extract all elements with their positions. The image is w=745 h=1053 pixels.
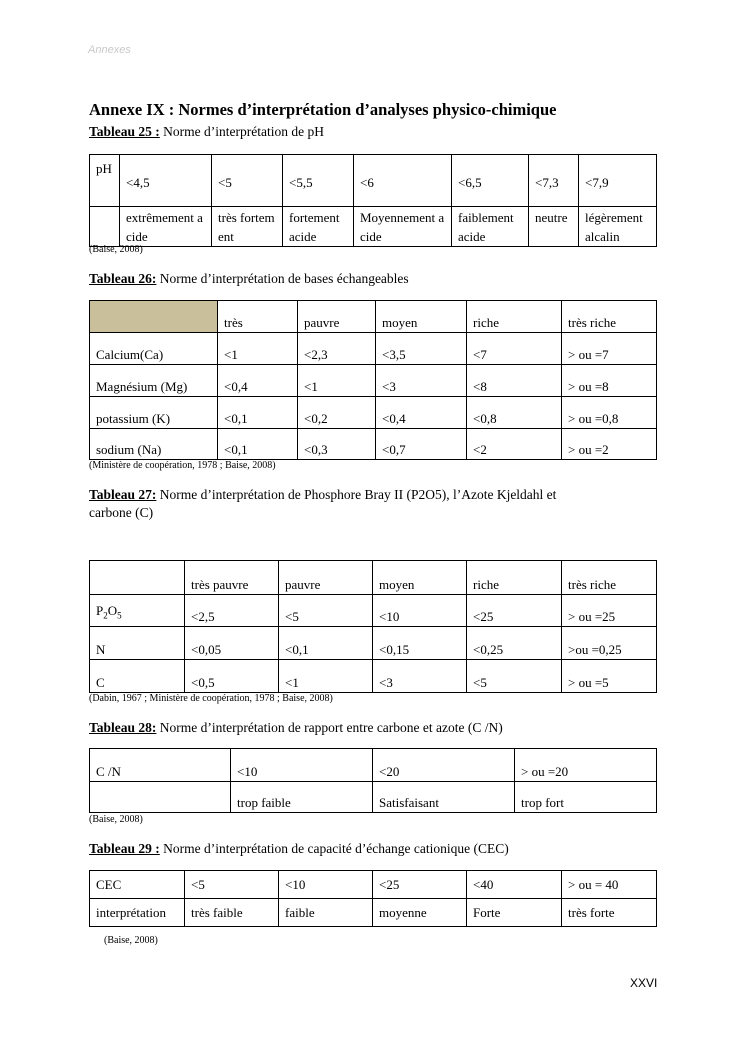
table-28-cn xyxy=(89,748,657,813)
table-26-label: Tableau 26: xyxy=(89,271,157,286)
table-row xyxy=(90,749,657,782)
table-cell: interprétation xyxy=(90,899,185,927)
table-28-label: Tableau 28: xyxy=(89,720,157,735)
table-cell: potassium (K) xyxy=(90,397,218,429)
table-cell: <0,4 xyxy=(376,397,467,429)
table-cell: Moyennement acide xyxy=(354,207,452,247)
table-cell: <5 xyxy=(467,660,562,693)
table-row xyxy=(90,365,657,397)
table-cell: <8 xyxy=(467,365,562,397)
formula-p: P xyxy=(96,603,104,619)
table-26-bases xyxy=(89,300,657,460)
table-cell: faiblement acide xyxy=(452,207,529,247)
table-cell: <0,8 xyxy=(467,397,562,429)
table-cell: > ou = 40 xyxy=(562,871,657,899)
table-29-label: Tableau 29 : xyxy=(89,841,160,856)
table-cell: Calcium(Ca) xyxy=(90,333,218,365)
table-27-caption-line2: carbone (C) xyxy=(89,505,154,520)
table-cell: C /N xyxy=(90,749,231,782)
running-header: Annexes xyxy=(88,44,131,56)
table-cell: <20 xyxy=(373,749,515,782)
table-28-caption xyxy=(89,720,503,736)
table-cell: <1 xyxy=(298,365,376,397)
table-cell: <10 xyxy=(231,749,373,782)
table-27-source: (Dabin, 1967 ; Ministère de coopération, 1978 ; Baise, 2008) xyxy=(89,693,333,704)
table-26-source: (Ministère de coopération, 1978 ; Baise, 2008) xyxy=(89,460,276,471)
table-header-cell: riche xyxy=(467,561,562,595)
table-cell: <2 xyxy=(467,429,562,460)
table-cell: <5,5 xyxy=(283,155,354,207)
table-29-caption-text: Norme d’interprétation de capacité d’échange cationique (CEC) xyxy=(159,841,509,856)
table-cell: Satisfaisant xyxy=(373,782,515,813)
table-cell xyxy=(90,782,231,813)
table-29-cec xyxy=(89,870,657,927)
table-cell: <5 xyxy=(185,871,279,899)
table-cell: pH xyxy=(90,155,120,207)
table-cell: > ou =0,8 xyxy=(562,397,657,429)
table-cell: <0,1 xyxy=(218,429,298,460)
table-25-ph xyxy=(89,154,657,247)
table-27-caption xyxy=(89,487,556,503)
formula-o: O xyxy=(107,603,118,619)
table-25-label: Tableau 25 : xyxy=(89,124,160,139)
table-cell: <2,3 xyxy=(298,333,376,365)
table-header-cell: très riche xyxy=(562,561,657,595)
table-29-caption xyxy=(89,841,509,857)
table-cell: trop fort xyxy=(515,782,657,813)
table-cell: > ou =20 xyxy=(515,749,657,782)
table-cell: <3,5 xyxy=(376,333,467,365)
table-cell: Forte xyxy=(467,899,562,927)
page-number: XXVI xyxy=(630,976,658,990)
table-cell: extrêmement acide xyxy=(120,207,212,247)
table-row xyxy=(90,899,657,927)
table-28-source: (Baise, 2008) xyxy=(89,814,143,825)
table-cell: <6 xyxy=(354,155,452,207)
table-header-cell: moyen xyxy=(376,301,467,333)
table-row xyxy=(90,429,657,460)
table-cell: <0,15 xyxy=(373,627,467,660)
table-row xyxy=(90,627,657,660)
annex-title: Annexe IX : Normes d’interprétation d’analyses physico-chimique xyxy=(89,100,557,119)
table-cell: <3 xyxy=(373,660,467,693)
table-header-cell: très xyxy=(218,301,298,333)
table-cell: N xyxy=(90,627,185,660)
table-cell: <0,5 xyxy=(185,660,279,693)
table-26-caption-text: Norme d’interprétation de bases échangeables xyxy=(156,271,409,286)
table-row xyxy=(90,333,657,365)
table-cell: <25 xyxy=(467,595,562,627)
table-header-cell xyxy=(90,301,218,333)
table-cell: <0,3 xyxy=(298,429,376,460)
table-25-caption xyxy=(89,124,324,140)
table-cell: <0,4 xyxy=(218,365,298,397)
table-27-label: Tableau 27: xyxy=(89,487,157,502)
table-header-cell: pauvre xyxy=(279,561,373,595)
table-cell: > ou =8 xyxy=(562,365,657,397)
table-row xyxy=(90,782,657,813)
table-cell: <5 xyxy=(212,155,283,207)
table-cell: <7,3 xyxy=(529,155,579,207)
table-row xyxy=(90,871,657,899)
table-cell: <10 xyxy=(373,595,467,627)
table-cell: <0,7 xyxy=(376,429,467,460)
table-cell-p2o5 xyxy=(90,595,185,627)
table-cell: > ou =2 xyxy=(562,429,657,460)
table-cell: >ou =0,25 xyxy=(562,627,657,660)
table-cell: neutre xyxy=(529,207,579,247)
table-header-cell xyxy=(90,561,185,595)
table-cell: > ou =25 xyxy=(562,595,657,627)
table-cell: sodium (Na) xyxy=(90,429,218,460)
table-row xyxy=(90,660,657,693)
table-27-p-n-c xyxy=(89,560,657,693)
table-header-cell: pauvre xyxy=(298,301,376,333)
table-25-caption-text: Norme d’interprétation de pH xyxy=(159,124,324,139)
table-header-cell: moyen xyxy=(373,561,467,595)
table-cell: <7,9 xyxy=(579,155,657,207)
table-cell: <0,1 xyxy=(218,397,298,429)
table-27-caption-text: Norme d’interprétation de Phosphore Bray II (P2O5), l’Azote Kjeldahl et xyxy=(156,487,557,502)
table-cell: > ou =7 xyxy=(562,333,657,365)
table-cell: <3 xyxy=(376,365,467,397)
table-cell: <10 xyxy=(279,871,373,899)
table-row xyxy=(90,207,657,247)
table-cell: moyenne xyxy=(373,899,467,927)
table-cell: <0,1 xyxy=(279,627,373,660)
table-cell: Magnésium (Mg) xyxy=(90,365,218,397)
table-cell: légèrement alcalin xyxy=(579,207,657,247)
table-header-cell: très riche xyxy=(562,301,657,333)
table-header-row xyxy=(90,301,657,333)
formula-sub: 2 xyxy=(103,611,108,621)
table-cell: très faible xyxy=(185,899,279,927)
table-cell: <25 xyxy=(373,871,467,899)
table-cell: CEC xyxy=(90,871,185,899)
table-cell: <0,2 xyxy=(298,397,376,429)
table-cell: <40 xyxy=(467,871,562,899)
table-cell: <4,5 xyxy=(120,155,212,207)
table-row xyxy=(90,397,657,429)
table-cell: <7 xyxy=(467,333,562,365)
table-cell: fortement acide xyxy=(283,207,354,247)
table-header-cell: riche xyxy=(467,301,562,333)
table-cell: <0,05 xyxy=(185,627,279,660)
table-row xyxy=(90,155,657,207)
table-header-row xyxy=(90,561,657,595)
table-cell: <5 xyxy=(279,595,373,627)
table-28-caption-text: Norme d’interprétation de rapport entre carbone et azote (C /N) xyxy=(156,720,503,735)
table-cell: <2,5 xyxy=(185,595,279,627)
table-cell: très fortement xyxy=(212,207,283,247)
table-cell: > ou =5 xyxy=(562,660,657,693)
table-cell: trop faible xyxy=(231,782,373,813)
table-cell: très forte xyxy=(562,899,657,927)
table-26-caption xyxy=(89,271,409,287)
table-header-cell: très pauvre xyxy=(185,561,279,595)
table-row xyxy=(90,595,657,627)
table-cell: <0,25 xyxy=(467,627,562,660)
formula-sub: 5 xyxy=(117,611,122,621)
table-cell: <1 xyxy=(279,660,373,693)
table-29-source: (Baise, 2008) xyxy=(104,935,158,946)
table-cell: <1 xyxy=(218,333,298,365)
table-cell: <6,5 xyxy=(452,155,529,207)
table-25-source: (Baise, 2008) xyxy=(89,244,143,255)
table-cell: C xyxy=(90,660,185,693)
table-cell: faible xyxy=(279,899,373,927)
table-cell xyxy=(90,207,120,247)
